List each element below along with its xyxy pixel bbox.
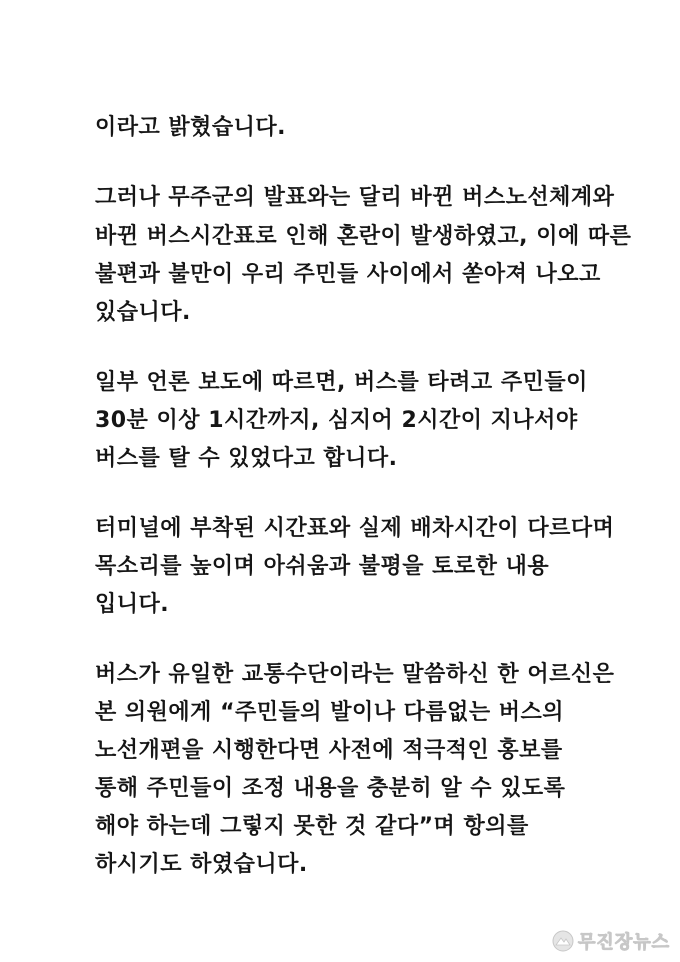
- text-line: 터미널에 부착된 시간표와 실제 배차시간이 다르다며: [95, 516, 615, 541]
- mountain-logo-icon: [552, 930, 574, 952]
- text-line: 입니다.: [95, 592, 170, 617]
- text-line: 통해 주민들이 조정 내용을 충분히 알 수 있도록: [95, 776, 566, 801]
- text-line: 하시기도 하였습니다.: [95, 852, 308, 877]
- text-line: 노선개편을 시행한다면 사전에 적극적인 홍보를: [95, 738, 563, 763]
- text-line: 그러나 무주군의 발표와는 달리 바뀐 버스노선체계와: [95, 185, 615, 210]
- text-line: 본 의원에게 “주민들의 발이나 다름없는 버스의: [95, 700, 565, 725]
- text-line: 해야 하는데 그렇지 못한 것 같다”며 항의를: [95, 814, 529, 839]
- watermark-text: 무진장뉴스: [578, 932, 670, 953]
- text-line: 버스를 탈 수 있었다고 합니다.: [95, 446, 398, 471]
- text-line: 바뀐 버스시간표로 인해 혼란이 발생하였고, 이에 따른: [95, 224, 632, 249]
- text-line: 일부 언론 보도에 따르면, 버스를 타려고 주민들이: [95, 370, 588, 395]
- text-line: 이라고 밝혔습니다.: [95, 115, 287, 140]
- text-line: 있습니다.: [95, 300, 191, 325]
- text-line: 30분 이상 1시간까지, 심지어 2시간이 지나서야: [95, 408, 578, 433]
- text-line: 버스가 유일한 교통수단이라는 말씀하신 한 어르신은: [95, 662, 615, 687]
- text-line: 목소리를 높이며 아쉬움과 불평을 토로한 내용: [95, 554, 550, 579]
- watermark: [552, 928, 670, 954]
- text-line: 불편과 불만이 우리 주민들 사이에서 쏟아져 나오고: [95, 262, 601, 287]
